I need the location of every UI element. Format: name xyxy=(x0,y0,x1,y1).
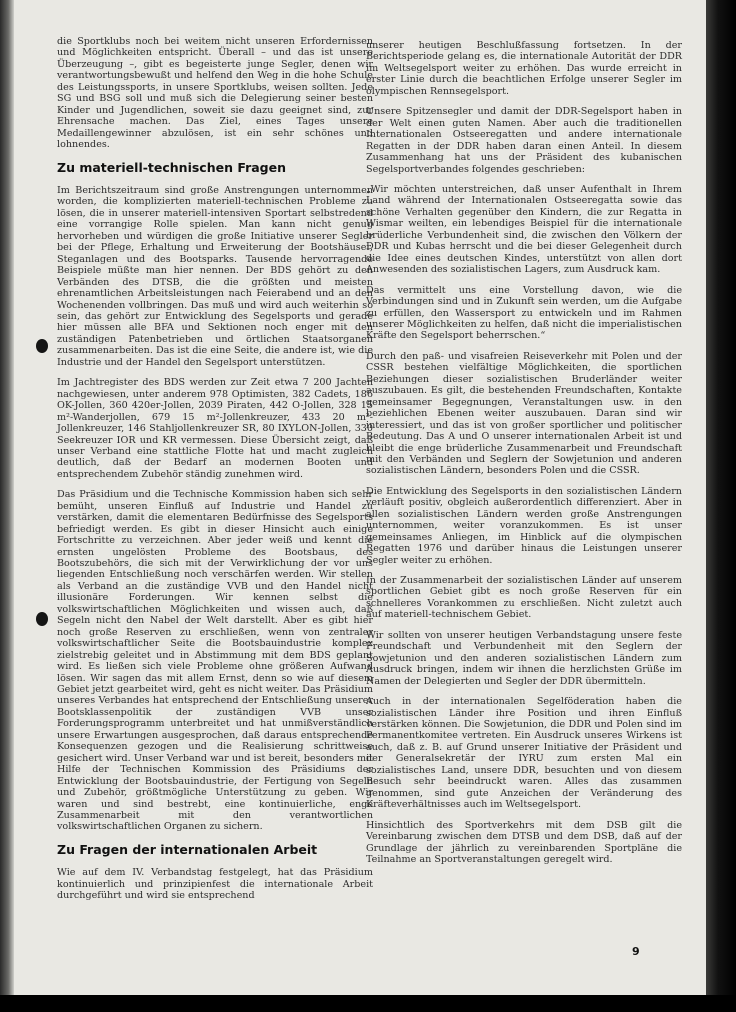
paragraph: unserer heutigen Beschlußfassung fortsetzen. In der Berichtsperiode gelang es, die internationale Autorität der DDR im Weltsegelsport weiter zu erhöhen. Das wurde erreicht in erster Linie durch die beachtlichen Erfolge unserer Segler im olympischen Rennsegelsport. xyxy=(366,40,682,97)
paragraph: Auch in der internationalen Segelföderation haben die sozialistischen Länder ihre Position und ihren Einfluß verstärken können. Die Sowjetunion, die DDR und Polen sind im Permanentkomitee vertreten. Ein Ausdruck unseres Wirkens ist auch, daß z. B. auf Grund unserer Initiative der Präsident und der Generalsekretär der IYRU zum ersten Mal ein sozialistisches Land, unsere DDR, besuchten und von diesem Besuch sehr beeindruckt waren. Alles das zusammen genommen, sind gute Anzeichen der Veränderung des Kräfteverhältnisses auch im Weltsegelsport. xyxy=(366,696,682,811)
quote-paragraph: Das vermittelt uns eine Vorstellung davon, wie die Verbindungen sind und in Zukunft sein werden, um die Aufgabe zu erfüllen, den Wassersport zu entwickeln und im Rahmen unserer Möglichkeiten zu helfen, daß nicht die imperialistischen Kräfte den Segelsport beherrschen.“ xyxy=(366,284,682,342)
section-heading: Zu materiell-technischen Fragen xyxy=(57,159,286,175)
paragraph: Durch den paß- und visafreien Reiseverkehr mit Polen und der CSSR bestehen vielfältige Möglichkeiten, die sportlichen Beziehungen dieser sozialistischen Bruderländer weiter auszubauen. Es gilt, die bestehenden Freundschaften, Kontakte gemeinsamer Begegnungen, Veranstaltungen usw. in den beziehlichen Ebenen weiter auszubauen. Daran sind wir interessiert, und das ist von großer sportlicher und politischer Bedeutung. Das A und O unserer internationalen Arbeit ist und bleibt die enge brüderliche Zusammenarbeit und Freundschaft mit den Verbänden und Seglern der Sowjetunion und anderen sozialistischen Ländern, besonders Polen und die CSSR. xyxy=(366,350,682,477)
punch-hole xyxy=(36,612,48,626)
paragraph: Hinsichtlich des Sportverkehrs mit dem DSB gilt die Vereinbarung zwischen dem DTSB und dem DSB, daß auf der Grundlage der jährlich zu vereinbarenden Sportpläne die Teilnahme an Sportveranstaltungen geregelt wird. xyxy=(366,819,682,865)
paragraph: Das Präsidium und die Technische Kommission haben sich sehr bemüht, unseren Einfluß auf Industrie und Handel zu verstärken, damit die elementaren Bedürfnisse des Segelsports befriedigt werden. Es gibt in dieser Hinsicht auch einige Fortschritte zu verzeichnen. Aber jeder weiß und kennt die ernsten ungelösten Probleme des Bootsbaus, des Bootszubehörs, die sich mit der Verwirklichung der vor uns liegenden Entschließung noch verschärfen werden. Wir stellen als Verband an die zuständige VVB und den Handel nicht illusionäre Forderungen. Wir kennen selbst die volkswirtschaftlichen Möglichkeiten und wissen auch, daß Segeln nicht den Nabel der Welt darstellt. Aber es gibt hier noch große Reserven zu erschließen, wenn von zentraler volkswirtschaftlicher Seite die Bootsbauindustrie komplex zielstrebig geleitet und in Abstimmung mit dem BDS geplant wird. Es ließen sich viele Probleme ohne größeren Aufwand lösen. Wir sagen das mit allem Ernst, denn so wie auf diesem Gebiet jetzt gearbeitet wird, geht es nicht weiter. Das Präsidium unseres Verbandes hat entsprechend der Entschließung unserer Bootsklassenpolitik der zuständigen VVB unser Forderungsprogramm unterbreitet und hat unmißverständlich unsere Erwartungen ausgesprochen, daß daraus entsprechende Konsequenzen gezogen und die Realisierung schrittweise gesichert wird. Unser Verband war und ist bereit, besonders mit Hilfe der Technischen Kommission des Präsidiums der Entwicklung der Bootsbauindustrie, der Fertigung von Segeln und Zubehör, größtmögliche Unterstützung zu geben. Wir waren und sind bestrebt, eine kontinuierliche, enge Zusammenarbeit mit den verantwortlichen volkswirtschaftlichen Organen zu sichern. xyxy=(57,489,373,833)
punch-hole xyxy=(36,339,48,353)
paragraph: Die Entwicklung des Segelsports in den sozialistischen Ländern verläuft positiv, obgleich außerordentlich differenziert. Aber in allen sozialistischen Ländern werden große Anstrengungen unternommen, weiter voranzukommen. Es ist unser gemeinsames Anliegen, im Hinblick auf die olympischen Regatten 1976 und darüber hinaus die Leistungen unserer Segler weiter zu erhöhen. xyxy=(366,485,682,566)
section-heading: Zu Fragen der internationalen Arbeit xyxy=(57,841,318,857)
paragraph: Wie auf dem IV. Verbandstag festgelegt, hat das Präsidium kontinuierlich und prinzipienfest die internationale Arbeit durchgeführt und wird sie entsprechend xyxy=(57,867,373,902)
paragraph: Unsere Spitzensegler und damit der DDR-Segelsport haben in der Welt einen guten Namen. Aber auch die traditionellen Internationalen Ostseeregatten und andere internationale Regatten in der DDR haben daran einen Anteil. In diesem Zusammenhang hat uns der Präsident des kubanischen Segelsportverbandes folgendes geschrieben: xyxy=(366,106,682,175)
right-column xyxy=(366,40,682,874)
paragraph: Im Berichtszeitraum sind große Anstrengungen unternommen worden, die komplizierten materiell-technischen Probleme zu lösen, die in unserer materiell-intensiven Sportart selbstredend eine vorrangige Rolle spielen. Man kann nicht genug hervorheben und würdigen die große Initiative unserer Segler bei der Pflege, Erhaltung und Erweiterung der Bootshäuser, Steganlagen und des Bootsparks. Tausende hervorragende Beispiele müßte man hier nennen. Der BDS gehört zu den Verbänden des DTSB, die die größten und meisten ehrenamtlichen Arbeitsleistungen nach Feierabend und an den Wochenenden vollbringen. Das muß und wird auch weiterhin so sein, das gehört zur Entwicklung des Segelsports und gerade hier müssen alle BFA und Sektionen noch enger mit den zuständigen Patenbetrieben und örtlichen Staatsorganen zusammenarbeiten. Das ist die eine Seite, die andere ist, wie die Industrie und der Handel den Segelsport unterstützen. xyxy=(57,184,373,368)
left-column xyxy=(57,36,373,911)
paragraph: die Sportklubs noch bei weitem nicht unseren Erfordernissen und Möglichkeiten entspricht. Überall – und das ist unsere Überzeugung –, gibt es begeisterte junge Segler, denen wir verantwortungsbewußt und helfend den Weg in die hohe Schule des Leistungssports, in unsere Sportklubs, weisen sollten. Jede SG und BSG soll und muß sich die Delegierung seiner besten Kinder und Jugendlichen, soweit sie dazu geeignet sind, zur Ehrensache machen. Das Ziel, eines Tages unsere Medaillengewinner abzulösen, ist ein sehr schönes und lohnendes. xyxy=(57,36,373,151)
page-edge-shadow xyxy=(706,0,736,1012)
paragraph: Wir sollten von unserer heutigen Verbandstagung unsere feste Freundschaft und Verbundenheit mit den Seglern der Sowjetunion und den anderen sozialistischen Ländern zum Ausdruck bringen, indem wir ihnen die herzlichsten Grüße im Namen der Delegierten und Segler der DDR übermitteln. xyxy=(366,629,682,687)
paragraph: In der Zusammenarbeit der sozialistischen Länder auf unserem sportlichen Gebiet gibt es noch große Reserven für ein schnelleres Vorankommen zu erschließen. Nicht zuletzt auch auf materiell-technischem Gebiet. xyxy=(366,575,682,621)
scan-border xyxy=(0,995,736,1012)
quote-paragraph: „Wir möchten unterstreichen, daß unser Aufenthalt in Ihrem Land während der Internationalen Ostseeregatta sowie das schöne Verhalten gegenüber den Kindern, die zur Regatta in Wismar weilten, ein lebendiges Beispiel für die internationale brüderliche Verbundenheit sind, die zwischen den Völkern der DDR und Kubas herrscht und die bei dieser Gelegenheit durch die Idee eines deutschen Kindes, unterstützt von allen dort Anwesenden des sozialistischen Lagers, zum Ausdruck kam. xyxy=(366,183,682,276)
paragraph-yacht-register: Im Jachtregister des BDS werden zur Zeit etwa 7 200 Jachten nachgewiesen, unter anderem 978 Optimisten, 382 Cadets, 186 OK-Jollen, 360 420er-Jollen, 2039 Piraten, 442 O-Jollen, 328 15 m²-Wanderjollen, 679 15 m²-Jollenkreuzer, 433 20 m²-Jollenkreuzer, 146 Stahljollenkreuzer SR, 80 IXYLON-Jollen, 330 Seekreuzer IOR und KR vermessen. Diese Übersicht zeigt, daß unser Verband eine stattliche Flotte hat und macht zugleich deutlich, daß der Bedarf an modernen Booten und entsprechendem Zubehör ständig zunehmen wird. xyxy=(57,377,373,480)
page-number: 9 xyxy=(632,945,640,958)
book-spine-shadow xyxy=(0,0,14,995)
